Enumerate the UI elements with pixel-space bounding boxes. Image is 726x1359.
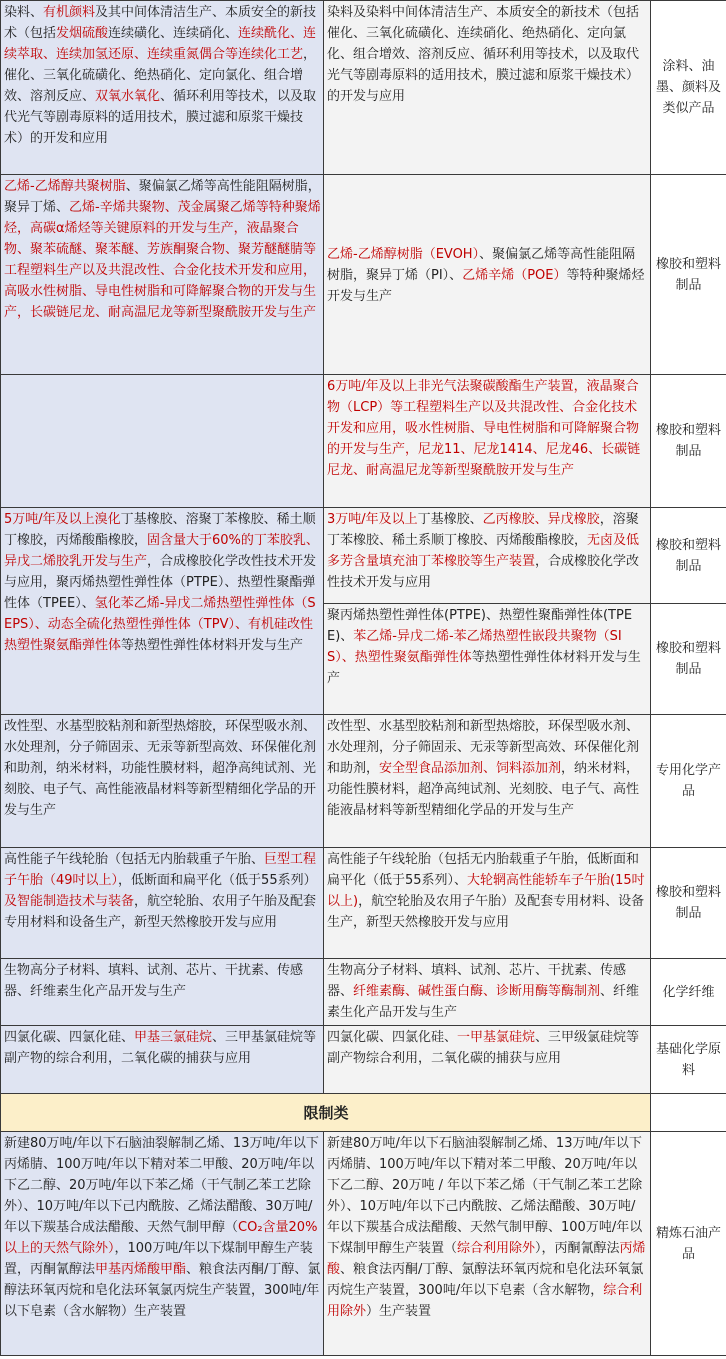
table-row [1,959,726,1026]
highlighted-text: 安全型食品添加剂、饲料添加剂 [379,761,562,776]
highlighted-text: 巨型工程子午胎（49吋以上） [4,852,317,888]
text-segment: 生物高分子材料、填料、试剂、芯片、干扰素、传感器、 [327,963,627,999]
text-segment: 及其中间体清洁生产、本质安全的新技术（包括 [4,5,317,41]
category-cell: 橡胶和塑料制品 [651,375,726,508]
text-segment: 连续磺化、连续硝化、 [108,26,239,41]
category-cell: 橡胶和塑料制品 [651,604,726,715]
new-catalog-cell [1,1132,324,1356]
text-segment: 、聚偏氯乙烯等高性能阻隔树脂，聚异丁烯、 [4,179,321,215]
text-segment: 、三甲基氯硅烷等副产物的综合利用，二氧化碳的捕获与应用 [4,1030,317,1066]
text-segment: ，催化、三氧化硫磺化、绝热硝化、定向氯化、组合增效、溶剂反应、 [4,47,317,104]
highlighted-text: CO₂含量20%以上的天然气除外） [4,1220,318,1256]
category-cell: 橡胶和塑料制品 [651,508,726,604]
text-segment: 聚丙烯热塑性弹性体(PTPE)、热塑性聚酯弹性体(TPEE)、 [327,608,633,644]
table-row [1,375,726,508]
text-segment: ，低断面和扁平化（低于55系列） [118,873,317,888]
text-segment: ，纳米材料，功能性膜材料，超净高纯试剂、光刻胶、电子气、高性能液晶材料等新型精细化学品的开发与生产 [327,761,640,818]
new-catalog-cell [1,715,324,848]
new-catalog-cell [1,1,324,175]
highlighted-text: 有机颜料 [43,5,96,20]
section-header-empty [651,1094,726,1132]
highlighted-text: 乙丙橡胶、异戊橡胶 [482,512,600,527]
new-catalog-cell [1,959,324,1026]
category-cell: 橡胶和塑料制品 [651,848,726,959]
highlighted-text: 双氧水氧化 [95,89,161,104]
table-row [1,175,726,375]
text-segment: ，100万吨/年以下煤制甲醇生产装置，丙酮氰醇法 [4,1241,313,1277]
text-segment: 、三甲级氯硅烷等副产物综合利用，二氧化碳的捕获与应用 [327,1030,640,1066]
old-catalog-cell [324,604,651,715]
highlighted-text: 6万吨/年及以上非光气法聚碳酸酯生产装置，液晶聚合物（LCP）等工程塑料生产以及共混改性、合金化技术开发和应用，吸水性树脂、导电性树脂和可降解聚合物的开发与生产，尼龙11、尼龙1414、尼龙46、长碳链尼龙、耐高温尼龙等新型聚酰胺开发与生产 [327,379,641,478]
new-catalog-cell [1,175,324,375]
text-segment: 、粮食法丙酮/丁醇、氯醇法环氧丙烷和皂化法环氧氯丙烷生产装置，300吨/年以下皂素（含水解物）生产装置 [4,1262,321,1319]
highlighted-text: 甲基三氯硅烷 [134,1030,213,1045]
category-cell: 化学纤维 [651,959,726,1026]
new-catalog-cell [1,848,324,959]
text-segment: 、聚偏氯乙烯等高性能阻隔树脂，聚异丁烯（PI）、 [327,246,636,283]
text-segment: ，合成橡胶化学改性技术开发与应用，聚丙烯热塑性弹性体（PTPE）、热塑性聚酯弹性体（TPEE）、 [4,554,317,611]
highlighted-text: 5万吨/年及以上溴化 [4,512,121,527]
text-segment: 丁基橡胶、 [417,512,483,527]
highlighted-text: 连续酰化、连续萃取、连续加氢还原、连续重氮偶合等连续化工艺 [4,26,317,62]
highlighted-text: 乙烯辛烯（POE） [462,267,567,283]
text-segment: 四氯化碳、四氯化硅、 [327,1030,458,1045]
text-segment: ），丙酮氰醇法 [535,1241,620,1256]
old-catalog-cell [324,375,651,508]
text-segment: 染料及染料中间体清洁生产、本质安全的新技术（包括催化、三氧化硫磺化、连续硝化、绝热硝化、定向氯化、组合增效、溶剂反应、循环利用等技术，以及取代光气等剧毒原料的适用技术，膜过滤和原浆干燥技术）的开发与应用 [327,5,640,104]
table-row [1,1026,726,1094]
text-segment: 新建80万吨/年以下石脑油裂解制乙烯、13万吨/年以下丙烯腈、100万吨/年以下精对苯二甲酸、20万吨/年以下乙二醇、20万吨/年以下苯乙烯（干气制乙苯工艺除外）、10万吨/年以下己内酰胺、乙烯法醋酸、30万吨/年以下羰基合成法醋酸、天然气制甲醇（ [4,1136,319,1235]
highlighted-text: 甲基丙烯酸甲酯 [95,1262,187,1277]
section-header-row [1,1094,726,1132]
highlighted-text: 乙烯-乙烯醇树脂（EVOH） [327,246,480,262]
highlighted-text: 综合利用除外 [327,1283,643,1319]
text-segment: ，溶聚丁苯橡胶、稀土系顺丁橡胶、丙烯酸酯橡胶， [327,512,639,548]
old-catalog-cell [324,175,651,375]
old-catalog-cell [324,1026,651,1094]
text-segment: 改性型、水基型胶粘剂和新型热熔胶，环保型吸水剂、水处理剂，分子筛固汞、无汞等新型高效、环保催化剂和助剂， [327,719,640,776]
highlighted-text: 综合利用除外 [457,1241,536,1256]
text-segment: 生物高分子材料、填料、试剂、芯片、干扰素、传感器、纤维素生化产品开发与生产 [4,963,304,999]
new-catalog-cell [1,508,324,715]
text-segment: 改性型、水基型胶粘剂和新型热熔胶，环保型吸水剂、水处理剂，分子筛固汞、无汞等新型高效、环保催化剂和助剂，纳米材料，功能性膜材料，超净高纯试剂、光刻胶、电子气、高性能液晶材料等新型精细化学品的开发与生产 [4,719,317,818]
old-catalog-cell [324,959,651,1026]
category-cell: 橡胶和塑料制品 [651,175,726,375]
text-segment: 、粮食法丙酮/丁醇、氯醇法环氧丙烷和皂化法环氧氯丙烷生产装置，300吨/年以下皂素（含水解物， [327,1262,644,1298]
text-segment: ，航空轮胎、农用子午胎及配套专用材料和设备生产，新型天然橡胶开发与应用 [4,894,317,930]
text-segment: ，航空轮胎及农用子午胎）及配套专用材料、设备生产，新型天然橡胶开发与应用 [327,894,645,930]
highlighted-text: 及智能制造技术与装备 [4,894,135,909]
text-segment: 新建80万吨/年以下石脑油裂解制乙烯、13万吨/年以下丙烯腈、100万吨/年以下精对苯二甲酸、20万吨/年以下乙二醇、20万吨 / 年以下苯乙烯（干气制乙苯工艺除外）、10万吨/年以下己内酰胺、乙烯法醋酸、30万吨/年以下羰基合成法醋酸、天然气制甲醇、100万吨/年以下煤制甲醇生产装置（ [327,1136,643,1256]
category-cell: 涂料、油墨、颜料及类似产品 [651,1,726,175]
text-segment: 、循环利用等技术，以及取代光气等剧毒原料的适用技术，膜过滤和原浆干燥技术）的开发和应用 [4,89,317,146]
highlighted-text: 固含量大于60%的丁苯胶乳、异戊二烯胶乳开发与生产 [4,533,319,569]
old-catalog-cell [324,508,651,604]
table-row [1,1,726,175]
category-cell: 基础化学原料 [651,1026,726,1094]
old-catalog-cell [324,1,651,175]
category-cell: 专用化学产品 [651,715,726,848]
highlighted-text: 无卤及低多芳含量填充油丁苯橡胶等生产装置 [327,533,640,569]
category-cell: 精炼石油产品 [651,1132,726,1356]
text-segment: ）生产装置 [366,1304,432,1319]
text-segment: 高性能子午线轮胎（包括无内胎载重子午胎，低断面和扁平化（低于55系列）、 [327,852,640,888]
text-segment: ，合成橡胶化学改性技术开发与应用 [327,554,640,590]
table-row [1,508,726,604]
highlighted-text: 乙烯-辛烯共聚物、茂金属聚乙烯等特种聚烯烃，高碳α烯烃等关键原料的开发与生产，液晶聚合物、聚苯硫醚、聚苯醚、芳族酮聚合物、聚芳醚醚腈等工程塑料生产以及共混改性、合金化技术开发和应用，高吸水性树脂、导电性树脂和可降解聚合物的开发与生产，长碳链尼龙、耐高温尼龙等新型聚酰胺开发与生产 [4,200,321,320]
highlighted-text: 纤维素酶、碱性蛋白酶、诊断用酶等酶制剂 [353,984,601,999]
table-row [1,848,726,959]
text-segment: 染料、 [4,5,44,20]
text-segment: 等特种聚烯烃开发与生产 [327,267,645,304]
old-catalog-cell [324,1132,651,1356]
text-segment: 等热塑性弹性体材料开发与生产 [121,638,304,653]
text-segment: 等热塑性弹性体材料开发与生产 [327,650,641,686]
highlighted-text: 氢化苯乙烯-异戊二烯热塑性弹性体（SEPS）、动态全硫化热塑性弹性体（TPV）、有机硅改性热塑性聚氨酯弹性体 [4,596,316,653]
old-catalog-cell [324,715,651,848]
new-catalog-cell [1,1026,324,1094]
table-row [1,715,726,848]
text-segment: 丁基橡胶、溶聚丁苯橡胶、稀土顺丁橡胶，丙烯酸酯橡胶， [4,512,316,548]
highlighted-text: 苯乙烯-异戊二烯-苯乙烯热塑性嵌段共聚物（SIS）、热塑性聚氨酯弹性体 [327,629,622,665]
highlighted-text: 3万吨/年及以上 [327,512,418,527]
new-catalog-cell [1,375,324,508]
old-catalog-cell [324,848,651,959]
highlighted-text: 一甲基氯硅烷 [457,1030,536,1045]
highlighted-text: 发烟硫酸 [56,26,109,41]
text-segment: 高性能子午线轮胎（包括无内胎载重子午胎、 [4,852,265,867]
highlighted-text: 丙烯酸 [327,1241,646,1277]
highlighted-text: 大轮辋高性能轿车子午胎(15吋以上) [327,873,645,909]
text-segment: 四氯化碳、四氯化硅、 [4,1030,135,1045]
text-segment: 、纤维素生化产品开发与生产 [327,984,640,1020]
table-row [1,1132,726,1356]
section-header: 限制类 [1,1094,651,1132]
highlighted-text: 乙烯-乙烯醇共聚树脂 [4,179,126,194]
